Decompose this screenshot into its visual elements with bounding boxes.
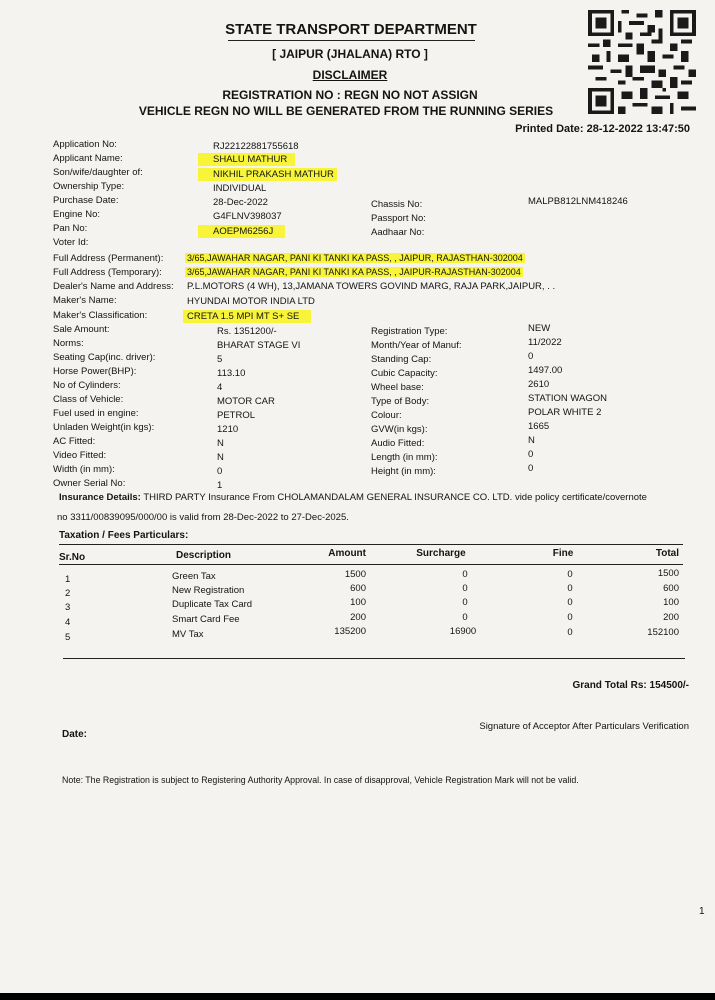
row-3-surcharge: 0: [462, 597, 468, 608]
length: 0: [528, 449, 534, 460]
gvw: 1665: [528, 421, 550, 432]
colour: POLAR WHITE 2: [528, 407, 602, 418]
row-3-total: 100: [663, 597, 679, 608]
relation-name: NIKHIL PRAKASH MATHUR: [198, 168, 337, 181]
gvw-label: GVW(in kgs):: [371, 424, 428, 435]
registration-type: NEW: [528, 323, 551, 334]
registration-note: Note: The Registration is subject to Registering Authority Approval. In case of disapproval, Vehicle Registration Mark will not be valid.: [62, 775, 579, 785]
row-4-srno: 4: [65, 617, 71, 628]
wheel-base: 2610: [528, 379, 550, 390]
seating-cap: 5: [217, 354, 223, 365]
height: 0: [528, 463, 534, 474]
body-type: STATION WAGON: [528, 393, 607, 404]
header-total: Total: [655, 548, 679, 559]
row-2-fine: 0: [567, 583, 573, 594]
page-mark: 1: [699, 906, 705, 917]
permanent-address-label: Full Address (Permanent):: [53, 253, 164, 264]
row-1-surcharge: 0: [462, 569, 468, 580]
row-5-description: MV Tax: [172, 629, 204, 640]
seating-cap-label: Seating Cap(inc. driver):: [53, 352, 156, 363]
cubic-capacity-label: Cubic Capacity:: [371, 368, 438, 379]
series-line: VEHICLE REGN NO WILL BE GENERATED FROM THE RUNNING SERIES: [138, 104, 554, 118]
length-label: Length (in mm):: [371, 452, 438, 463]
fuel: PETROL: [217, 410, 256, 421]
manuf-date-label: Month/Year of Manuf:: [371, 340, 462, 351]
row-4-surcharge: 0: [462, 612, 468, 623]
width-label: Width (in mm):: [53, 464, 115, 475]
header-surcharge: Surcharge: [416, 548, 466, 559]
department-title: STATE TRANSPORT DEPARTMENT: [225, 21, 477, 38]
cubic-capacity: 1497.00: [528, 365, 563, 376]
registration-line: REGISTRATION NO : REGN NO NOT ASSIGN: [222, 88, 478, 102]
pan-no: AOEPM6256J: [198, 225, 285, 238]
engine-no: G4FLNV398037: [213, 211, 282, 222]
owner-serial-label: Owner Serial No:: [53, 478, 126, 489]
table-top-rule: [59, 544, 683, 545]
passport-no-label: Passport No:: [371, 213, 426, 224]
chassis-no-label: Chassis No:: [371, 199, 423, 210]
rto-name: [ JAIPUR (JHALANA) RTO ]: [272, 47, 428, 61]
row-2-surcharge: 0: [462, 583, 468, 594]
chassis-no: MALPB812LNM418246: [528, 196, 628, 207]
audio-fitted-label: Audio Fitted:: [371, 438, 425, 449]
header-fine: Fine: [552, 548, 574, 559]
header-srno: Sr.No: [59, 552, 86, 563]
disclaimer-heading: DISCLAIMER: [312, 68, 388, 82]
dealer-label: Dealer's Name and Address:: [53, 281, 174, 292]
norms: BHARAT STAGE VI: [217, 340, 301, 351]
row-3-description: Duplicate Tax Card: [172, 599, 253, 610]
purchase-date-label: Purchase Date:: [53, 195, 119, 206]
cylinders-label: No of Cylinders:: [53, 380, 121, 391]
row-5-srno: 5: [65, 632, 71, 643]
row-2-srno: 2: [65, 588, 71, 599]
insurance-details: Insurance Details: THIRD PARTY Insurance From CHOLAMANDALAM GENERAL INSURANCE CO. LTD. vide policy certificate/covernote: [59, 492, 647, 503]
vehicle-class: MOTOR CAR: [217, 396, 275, 407]
row-4-amount: 200: [350, 612, 366, 623]
header-amount: Amount: [328, 548, 366, 559]
maker-name: HYUNDAI MOTOR INDIA LTD: [187, 296, 315, 307]
horse-power-label: Horse Power(BHP):: [53, 366, 137, 377]
row-4-description: Smart Card Fee: [172, 614, 240, 625]
maker-name-label: Maker's Name:: [53, 295, 117, 306]
horse-power: 113.10: [217, 368, 246, 379]
row-3-fine: 0: [567, 597, 573, 608]
row-5-surcharge: 16900: [449, 626, 477, 637]
printed-date: Printed Date: 28-12-2022 13:47:50: [515, 123, 690, 135]
width: 0: [217, 466, 223, 477]
body-type-label: Type of Body:: [371, 396, 430, 407]
sale-amount-label: Sale Amount:: [53, 324, 110, 335]
maker-classification-label: Maker's Classification:: [53, 310, 148, 321]
title-underline: [228, 40, 475, 41]
row-5-fine: 0: [567, 627, 573, 638]
registration-type-label: Registration Type:: [371, 326, 448, 337]
row-2-description: New Registration: [172, 585, 245, 596]
ac-fitted-label: AC Fitted:: [53, 436, 96, 447]
temporary-address-label: Full Address (Temporary):: [53, 267, 162, 278]
unladen-weight: 1210: [217, 424, 239, 435]
ac-fitted: N: [217, 438, 224, 449]
row-3-srno: 3: [65, 602, 71, 613]
row-1-srno: 1: [65, 574, 71, 585]
audio-fitted: N: [528, 435, 535, 446]
permanent-address: 3/65,JAWAHAR NAGAR, PANI KI TANKI KA PASS, , JAIPUR, RAJASTHAN-302004: [187, 253, 523, 263]
application-no-label: Application No:: [53, 139, 117, 150]
application-no: RJ22122881755618: [213, 141, 299, 152]
applicant-name-label: Applicant Name:: [53, 153, 123, 164]
screen-bottom-bar: [0, 993, 715, 1000]
ownership-label: Ownership Type:: [53, 181, 125, 192]
unladen-weight-label: Unladen Weight(in kgs):: [53, 422, 155, 433]
row-4-fine: 0: [567, 612, 573, 623]
height-label: Height (in mm):: [371, 466, 436, 477]
insurance-validity: no 3311/00839095/000/00 is valid from 28-Dec-2022 to 27-Dec-2025.: [57, 512, 349, 523]
row-5-amount: 135200: [334, 626, 366, 637]
date-label: Date:: [62, 729, 88, 740]
norms-label: Norms:: [53, 338, 84, 349]
maker-classification: CRETA 1.5 MPI MT S+ SE: [183, 310, 311, 323]
row-1-fine: 0: [567, 569, 573, 580]
header-description: Description: [176, 550, 232, 561]
aadhaar-no-label: Aadhaar No:: [371, 227, 425, 238]
owner-serial: 1: [217, 480, 223, 491]
row-1-amount: 1500: [344, 569, 366, 580]
row-2-amount: 600: [350, 583, 366, 594]
relation-label: Son/wife/daughter of:: [53, 167, 143, 178]
signature-label: Signature of Acceptor After Particulars Verification: [479, 721, 689, 732]
engine-no-label: Engine No:: [53, 209, 101, 220]
table-header-rule: [59, 564, 683, 565]
row-1-total: 1500: [657, 568, 679, 579]
fuel-label: Fuel used in engine:: [53, 408, 139, 419]
video-fitted: N: [217, 452, 224, 463]
dealer-address: P.L.MOTORS (4 WH), 13,JAMANA TOWERS GOVIND MARG, RAJA PARK,JAIPUR, . .: [187, 281, 556, 292]
sale-amount: Rs. 1351200/-: [217, 326, 277, 337]
purchase-date: 28-Dec-2022: [213, 197, 268, 208]
grand-total: Grand Total Rs: 154500/-: [572, 680, 689, 691]
pan-no-label: Pan No:: [53, 223, 88, 234]
ownership-type: INDIVIDUAL: [213, 183, 267, 194]
row-1-description: Green Tax: [172, 571, 216, 582]
row-2-total: 600: [663, 583, 679, 594]
table-bottom-rule: [63, 658, 685, 659]
vehicle-class-label: Class of Vehicle:: [53, 394, 124, 405]
wheel-base-label: Wheel base:: [371, 382, 424, 393]
video-fitted-label: Video Fitted:: [53, 450, 107, 461]
standing-cap: 0: [528, 351, 534, 362]
qr-code-icon: [588, 10, 696, 114]
standing-cap-label: Standing Cap:: [371, 354, 432, 365]
colour-label: Colour:: [371, 410, 402, 421]
row-3-amount: 100: [350, 597, 366, 608]
taxation-title: Taxation / Fees Particulars:: [59, 530, 189, 541]
manuf-date: 11/2022: [528, 337, 562, 348]
cylinders: 4: [217, 382, 223, 393]
temporary-address: 3/65,JAWAHAR NAGAR, PANI KI TANKI KA PASS, , JAIPUR-RAJASTHAN-302004: [187, 267, 521, 277]
applicant-name: SHALU MATHUR: [198, 153, 295, 166]
row-4-total: 200: [663, 612, 679, 623]
row-5-total: 152100: [647, 627, 679, 638]
voter-id-label: Voter Id:: [53, 237, 89, 248]
